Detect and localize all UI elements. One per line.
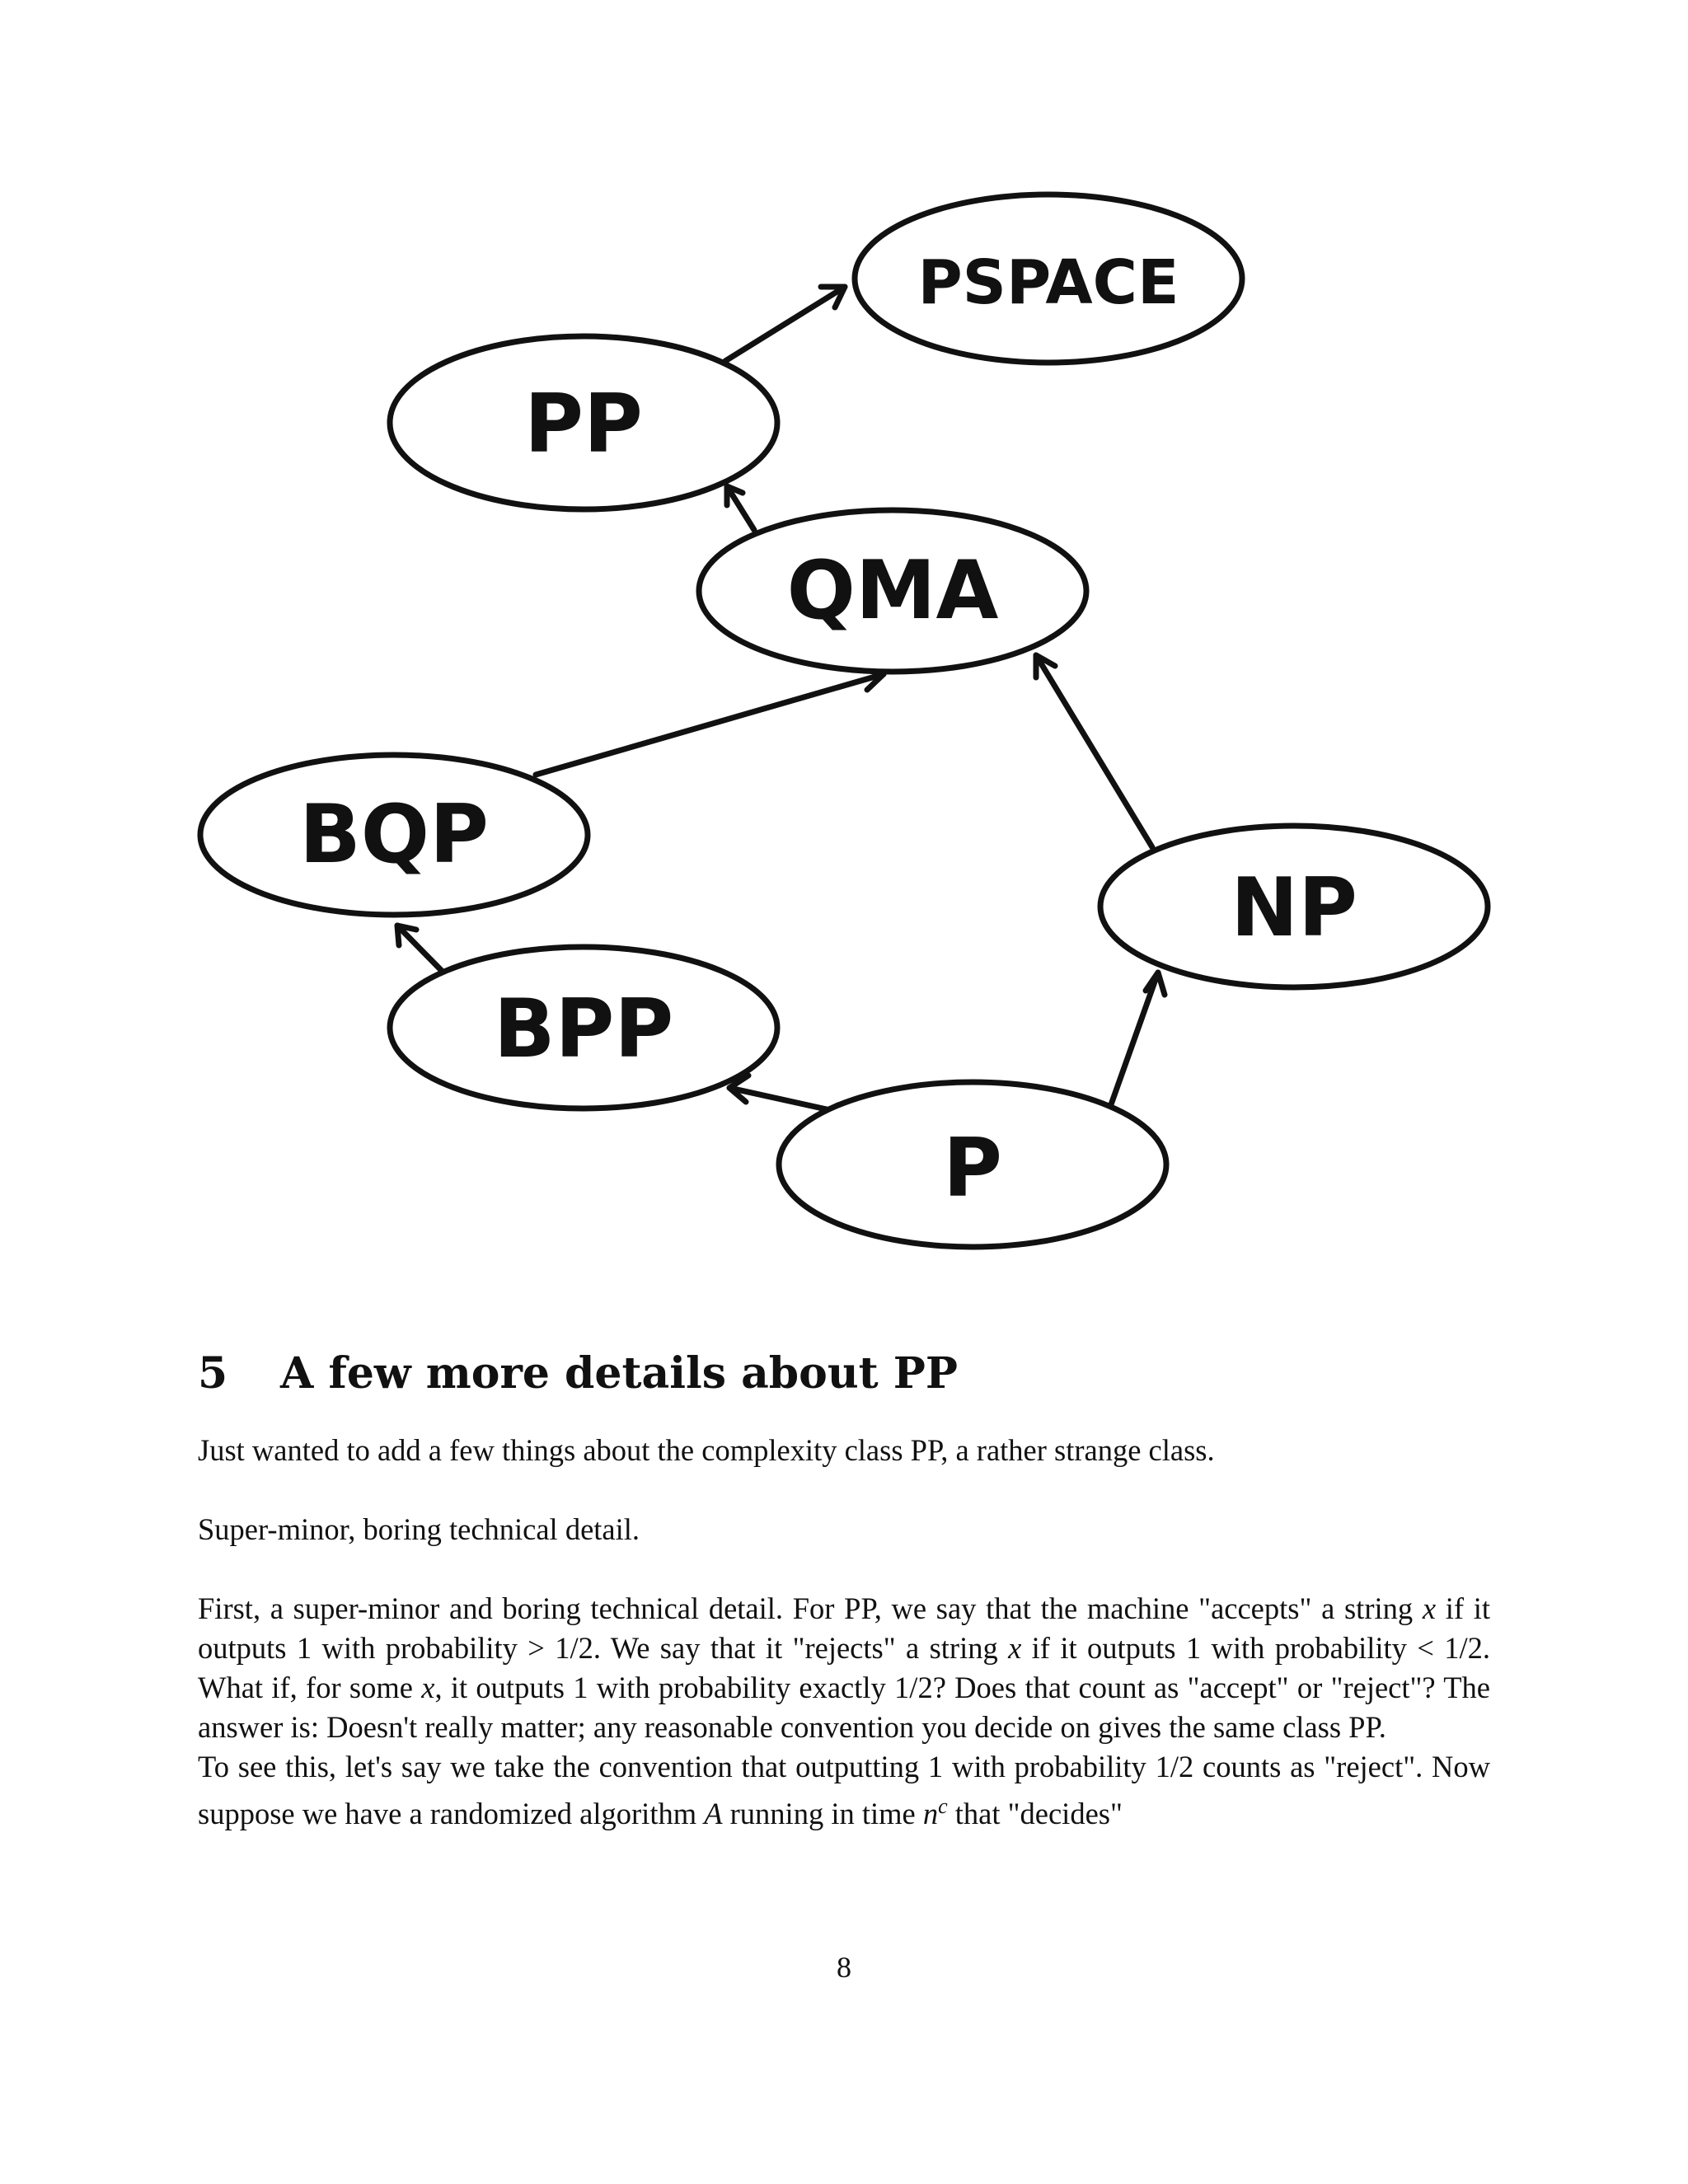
- intro-paragraph: Just wanted to add a few things about the complexity class PP, a rather strange class.: [198, 1433, 1215, 1467]
- node-bqp: [200, 755, 588, 915]
- node-bpp-label: BPP: [493, 982, 674, 1076]
- node-pp: [390, 336, 777, 509]
- math-algorithm-a: A: [704, 1797, 723, 1831]
- body-text-6: running in time: [722, 1797, 923, 1831]
- node-p: [779, 1082, 1166, 1247]
- node-qma-label: QMA: [786, 544, 999, 638]
- body-text-5: To see this, let's say we take the convention that outputting 1 with probability 1/2 counts as "reject". Now suppose we have a randomized algorithm: [198, 1750, 1490, 1831]
- math-x: x: [1008, 1631, 1022, 1665]
- section-title: A few more details about PP: [280, 1348, 958, 1399]
- node-pspace-label: PSPACE: [917, 247, 1179, 318]
- node-p-label: P: [943, 1122, 1002, 1216]
- edge-bqp-to-qma: [536, 668, 884, 775]
- edge-p-to-bpp: [729, 1076, 834, 1111]
- math-x: x: [1422, 1591, 1437, 1625]
- node-pspace: [855, 194, 1242, 363]
- section-heading: [198, 1348, 958, 1399]
- body-paragraph: [198, 1589, 1490, 1834]
- diagram-nodes: [200, 194, 1488, 1247]
- math-x: x: [421, 1671, 435, 1704]
- body-text-4: , it outputs 1 with probability exactly 1/2? Does that count as "accept" or "reject"? The answer is: Doesn't really matter; any reasonable convention you decide on gives the same class PP.: [198, 1671, 1490, 1744]
- node-np: [1100, 826, 1488, 987]
- body-text-2: if it outputs 1 with probability > 1/2. We say that it "rejects" a string: [198, 1591, 1491, 1665]
- edge-bpp-to-bqp: [397, 926, 443, 972]
- edge-p-to-np: [1110, 972, 1165, 1107]
- edge-np-to-qma: [1036, 655, 1152, 847]
- section-number: 5: [198, 1348, 228, 1399]
- body-text-7: that "decides": [947, 1797, 1123, 1831]
- page-number: 8: [837, 1951, 851, 1984]
- node-qma: [699, 510, 1086, 672]
- edge-pp-to-pspace: [725, 287, 845, 361]
- edge-qma-to-pp: [727, 486, 754, 530]
- body-text-3: if it outputs 1 with probability < 1/2. What if, for some: [198, 1631, 1490, 1704]
- node-np-label: NP: [1231, 861, 1357, 955]
- body-text-1: First, a super-minor and boring technical detail. For PP, we say that the machine "accepts" a string: [198, 1591, 1423, 1625]
- node-bpp: [390, 947, 777, 1108]
- node-pp-label: PP: [524, 377, 643, 471]
- subheading-paragraph: Super-minor, boring technical detail.: [198, 1512, 640, 1546]
- math-exponent-c: c: [938, 1794, 948, 1818]
- math-n: n: [922, 1797, 939, 1831]
- node-bqp-label: BQP: [299, 788, 489, 882]
